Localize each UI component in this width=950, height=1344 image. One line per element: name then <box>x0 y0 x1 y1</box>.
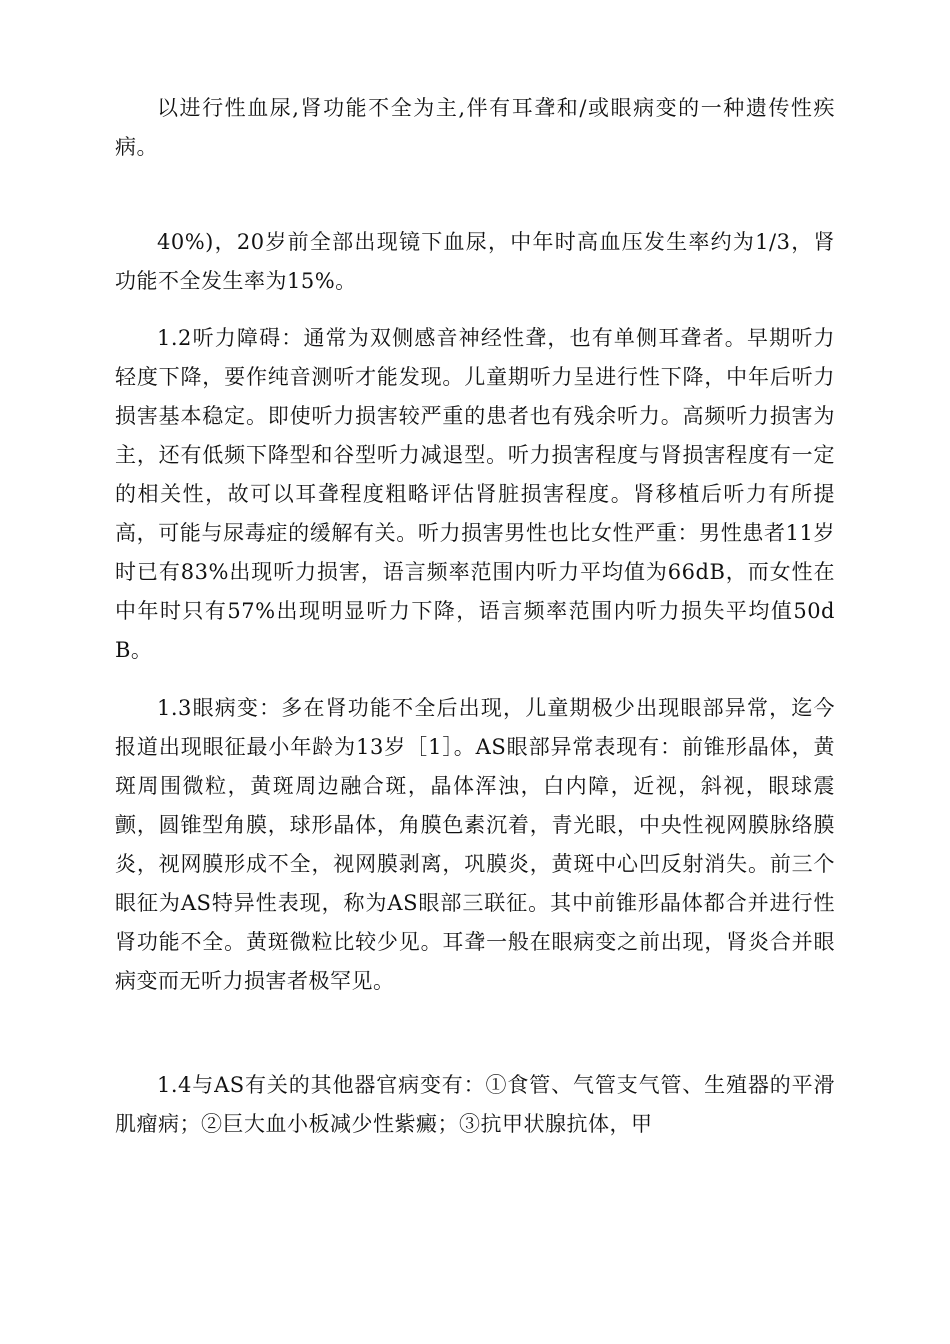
paragraph-hematuria-incidence: 40%)，20岁前全部出现镜下血尿，中年时高血压发生率约为1/3，肾功能不全发生率为15%。 <box>115 230 835 293</box>
paragraph-hearing-impairment: 1.2听力障碍：通常为双侧感音神经性聋，也有单侧耳聋者。早期听力轻度下降，要作纯音测听才能发现。儿童期听力呈进行性下降，中年后听力损害基本稳定。即使听力损害较严重的患者也有残余听力。高频听力损害为主，还有低频下降型和谷型听力减退型。听力损害程度与肾损害程度有一定的相关性，故可以耳聋程度粗略评估肾脏损害程度。肾移植后听力有所提高，可能与尿毒症的缓解有关。听力损害男性也比女性严重：男性患者11岁时已有83%出现听力损害，语言频率范围内听力平均值为66dB，而女性在中年时只有57%出现明显听力下降，语言频率范围内听力损失平均值50dB。 <box>115 326 835 662</box>
paragraph-other-organ-lesions: 1.4与AS有关的其他器官病变有：①食管、气管支气管、生殖器的平滑肌瘤病；②巨大血小板减少性紫癜；③抗甲状腺抗体，甲 <box>115 1073 835 1136</box>
paragraph-eye-lesions: 1.3眼病变：多在肾功能不全后出现，儿童期极少出现眼部异常，迄今报道出现眼征最小年龄为13岁［1］。AS眼部异常表现有：前锥形晶体，黄斑周围微粒，黄斑周边融合斑，晶体浑浊，白内障，近视，斜视，眼球震颤，圆锥型角膜，球形晶体，角膜色素沉着，青光眼，中央性视网膜脉络膜炎，视网膜形成不全，视网膜剥离，巩膜炎，黄斑中心凹反射消失。前三个眼征为AS特异性表现，称为AS眼部三联征。其中前锥形晶体都合并进行性肾功能不全。黄斑微粒比较少见。耳聋一般在眼病变之前出现，肾炎合并眼病变而无听力损害者极罕见。 <box>115 696 835 993</box>
paragraph-hereditary-disease-definition: 以进行性血尿,肾功能不全为主,伴有耳聋和/或眼病变的一种遗传性疾病。 <box>115 96 835 159</box>
